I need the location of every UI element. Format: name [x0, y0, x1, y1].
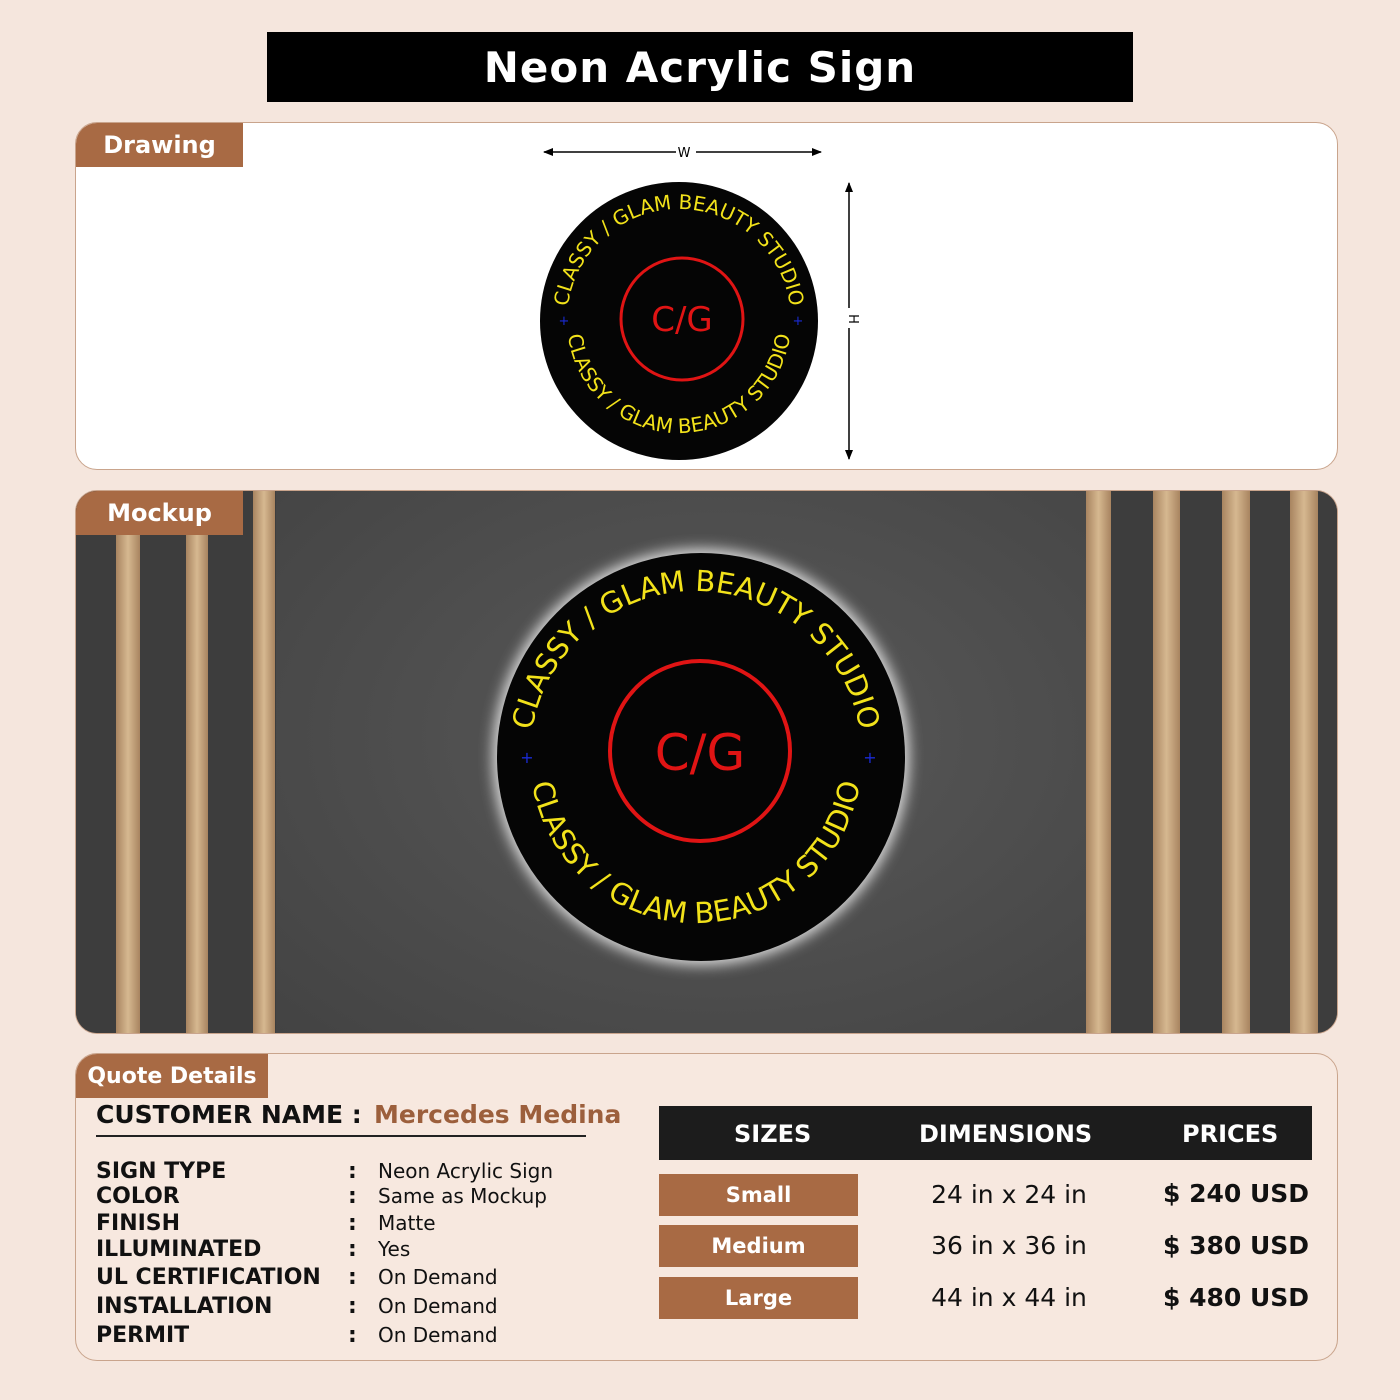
spec-label: COLOR: [96, 1184, 180, 1209]
drawing-sign: [540, 182, 818, 460]
spec-value: Matte: [378, 1211, 436, 1235]
spec-value: On Demand: [378, 1323, 498, 1347]
spec-row-permit: [96, 1323, 616, 1349]
price-cell: $ 480 USD: [1162, 1283, 1310, 1312]
separator-left: +: [520, 748, 534, 767]
spec-label: FINISH: [96, 1211, 181, 1236]
mockup-sign: [493, 549, 909, 965]
monogram-text: C/G: [651, 300, 713, 340]
customer-name-value: Mercedes Medina: [374, 1100, 622, 1129]
quote-panel: [75, 1053, 1338, 1361]
separator-right: +: [863, 748, 877, 767]
spec-colon: :: [348, 1237, 357, 1262]
spec-row-finish: [96, 1211, 616, 1237]
spec-value: On Demand: [378, 1265, 498, 1289]
spec-value: Same as Mockup: [378, 1184, 547, 1208]
spec-value: Neon Acrylic Sign: [378, 1159, 554, 1183]
spec-label: SIGN TYPE: [96, 1159, 227, 1184]
quote-tab: Quote Details: [76, 1054, 268, 1098]
dimension-cell: 24 in x 24 in: [931, 1180, 1087, 1209]
customer-name-label: CUSTOMER NAME :: [96, 1100, 362, 1129]
spec-label: PERMIT: [96, 1323, 190, 1348]
spec-label: UL CERTIFICATION: [96, 1265, 321, 1290]
spec-colon: :: [348, 1265, 357, 1290]
drawing-canvas: [76, 123, 1338, 470]
spec-row-installation: [96, 1294, 616, 1320]
spec-row-ul-certification: [96, 1265, 616, 1291]
header-prices: PRICES: [1182, 1120, 1279, 1148]
spec-colon: :: [348, 1159, 357, 1184]
spec-value: On Demand: [378, 1294, 498, 1318]
drawing-panel: [75, 122, 1338, 470]
mockup-tab: Mockup: [76, 491, 243, 535]
mockup-canvas: [76, 491, 1338, 1034]
customer-underline: [96, 1135, 586, 1137]
spec-colon: :: [348, 1184, 357, 1209]
header-dimensions: DIMENSIONS: [919, 1120, 1093, 1148]
price-table-header: [659, 1106, 1312, 1160]
spec-row-sign-type: [96, 1159, 616, 1185]
spec-colon: :: [348, 1323, 357, 1348]
size-button-medium[interactable]: Medium: [659, 1225, 858, 1267]
separator-right: +: [792, 314, 804, 329]
spec-row-color: [96, 1184, 616, 1210]
arc-text-top: CLASSY / GLAM BEAUTY STUDIO: [505, 563, 887, 733]
spec-row-illuminated: [96, 1237, 616, 1263]
mockup-panel: [75, 490, 1338, 1034]
price-cell: $ 380 USD: [1162, 1231, 1310, 1260]
drawing-tab: Drawing: [76, 123, 243, 167]
spec-colon: :: [348, 1211, 357, 1236]
arc-text-bottom: CLASSY / GLAM BEAUTY STUDIO: [524, 777, 868, 931]
height-label: H: [845, 314, 860, 324]
spec-colon: :: [348, 1294, 357, 1319]
size-button-small[interactable]: Small: [659, 1174, 858, 1216]
page-title: Neon Acrylic Sign: [267, 32, 1133, 102]
arc-text-top: CLASSY / GLAM BEAUTY STUDIO: [549, 189, 809, 308]
header-sizes: SIZES: [734, 1120, 812, 1148]
monogram-text: C/G: [654, 724, 746, 782]
spec-label: INSTALLATION: [96, 1294, 273, 1319]
separator-left: +: [558, 314, 570, 329]
dimension-cell: 36 in x 36 in: [931, 1231, 1087, 1260]
price-cell: $ 240 USD: [1162, 1179, 1310, 1208]
width-label: W: [677, 146, 691, 161]
spec-label: ILLUMINATED: [96, 1237, 262, 1262]
size-button-large[interactable]: Large: [659, 1277, 858, 1319]
spec-value: Yes: [378, 1237, 411, 1261]
dimension-cell: 44 in x 44 in: [931, 1283, 1087, 1312]
arc-text-bottom: CLASSY / GLAM BEAUTY STUDIO: [562, 331, 796, 439]
